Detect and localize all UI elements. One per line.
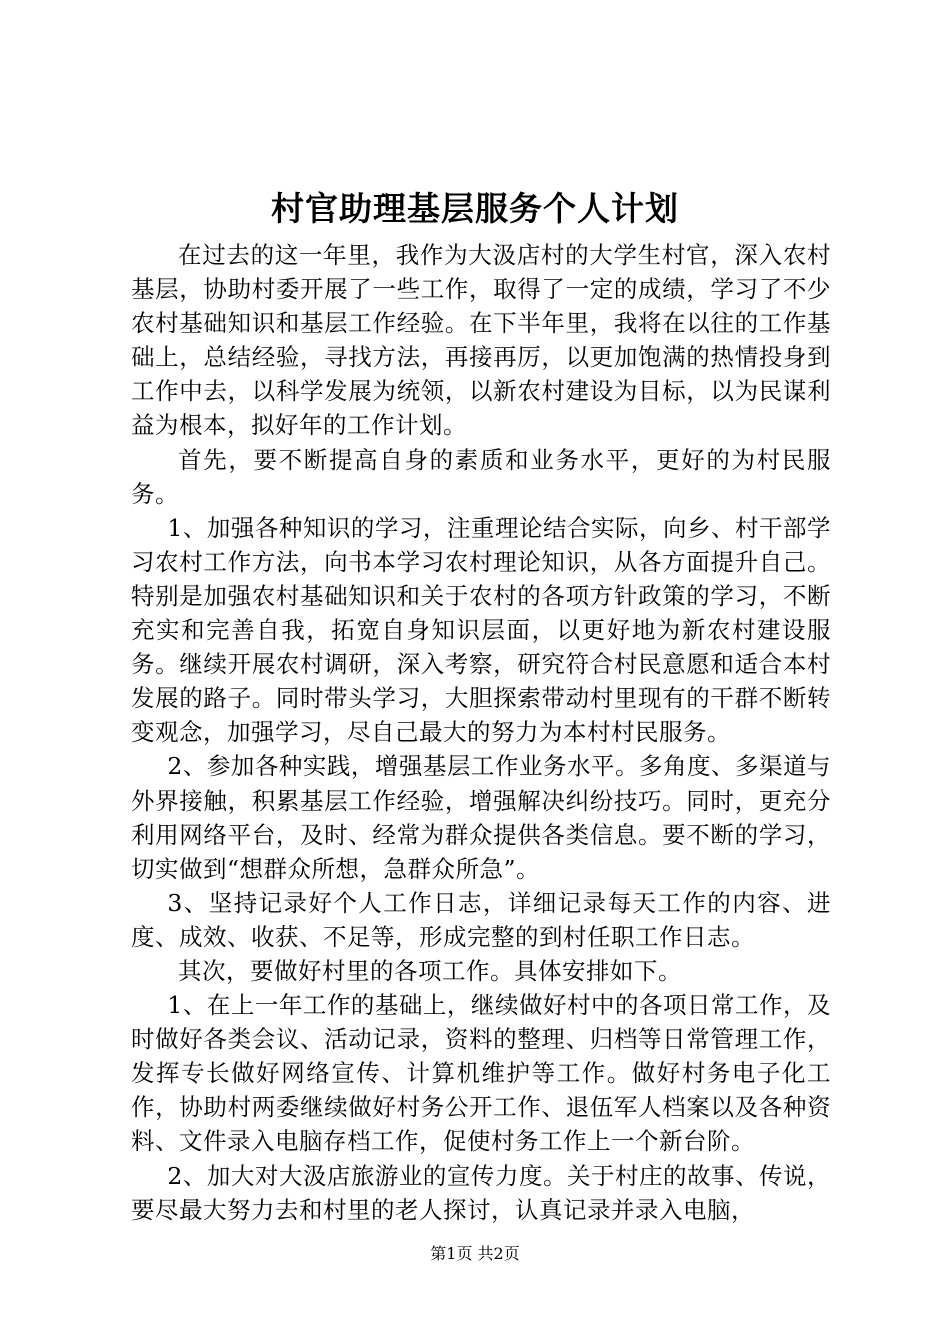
document-body <box>131 238 831 1227</box>
paragraph-intro: 在过去的这一年里，我作为大汲店村的大学生村官，深入农村基层，协助村委开展了一些工作，取得了一定的成绩，学习了不少农村基础知识和基层工作经验。在下半年里，我将在以往的工作基础上，总结经验，寻找方法，再接再厉，以更加饱满的热情投身到工作中去，以科学发展为统领，以新农村建设为目标，以为民谋利益为根本，拟好年的工作计划。 <box>131 241 831 440</box>
page-number-footer: 第1页 共2页 <box>430 1244 520 1263</box>
paragraph-second-point: 其次，要做好村里的各项工作。具体安排如下。 <box>178 956 682 985</box>
paragraph-item-3-log: 3、坚持记录好个人工作日志，详细记录每天工作的内容、进度、成效、收获、不足等，形成完整的到村任职工作日志。 <box>131 888 831 951</box>
paragraph-work-item-2: 2、加大对大汲店旅游业的宣传力度。关于村庄的故事、传说，要尽最大努力去和村里的老人探讨，认真记录并录入电脑， <box>131 1161 831 1224</box>
document-title: 村官助理基层服务个人计划 <box>271 189 679 228</box>
paragraph-work-item-1: 1、在上一年工作的基础上，继续做好村中的各项日常工作，及时做好各类会议、活动记录，资料的整理、归档等日常管理工作，发挥专长做好网络宣传、计算机维护等工作。做好村务电子化工作，协助村两委继续做好村务公开工作、退伍军人档案以及各种资料、文件录入电脑存档工作，促使村务工作上一个新台阶。 <box>131 991 831 1156</box>
paragraph-first-point: 首先，要不断提高自身的素质和业务水平，更好的为村民服务。 <box>131 445 831 508</box>
paragraph-item-1-study: 1、加强各种知识的学习，注重理论结合实际，向乡、村干部学习农村工作方法，向书本学习农村理论知识，从各方面提升自己。特别是加强农村基础知识和关于农村的各项方针政策的学习，不断充实和完善自我，拓宽自身知识层面，以更好地为新农村建设服务。继续开展农村调研，深入考察，研究符合村民意愿和适合本村发展的路子。同时带头学习，大胆探索带动村里现有的干群不断转变观念，加强学习，尽自己最大的努力为本村村民服务。 <box>131 513 831 747</box>
paragraph-item-2-practice: 2、参加各种实践，增强基层工作业务水平。多角度、多渠道与外界接触，积累基层工作经验，增强解决纠纷技巧。同时，更充分利用网络平台，及时、经常为群众提供各类信息。要不断的学习，切实做到“想群众所想，急群众所急”。 <box>131 752 831 883</box>
